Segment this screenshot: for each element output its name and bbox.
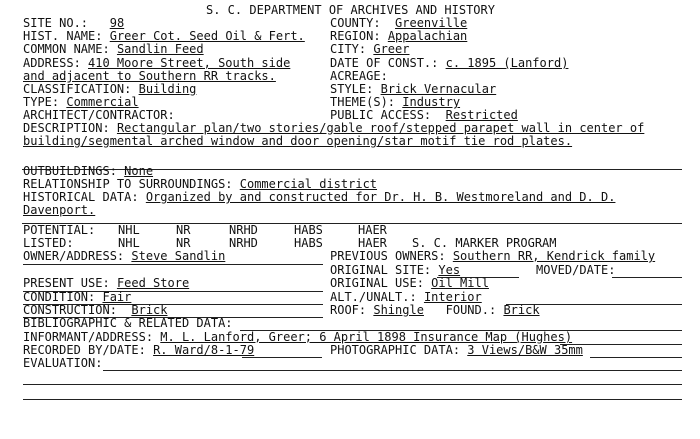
acreage-label: ACREAGE: — [330, 69, 388, 83]
photo-row — [330, 344, 583, 356]
informant-label: INFORMANT/ADDRESS: — [23, 330, 154, 344]
owner-row — [23, 250, 225, 262]
owner-value: Steve Sandlin — [131, 249, 226, 263]
photo-label: PHOTOGRAPHIC DATA: — [330, 343, 461, 357]
alt-row — [330, 291, 482, 303]
original-site-value: Yes — [438, 263, 461, 277]
form-header: S. C. DEPARTMENT OF ARCHIVES AND HISTORY — [206, 3, 495, 17]
present-use-label: PRESENT USE: — [23, 276, 110, 290]
architect-label: ARCHITECT/CONTRACTOR: — [23, 108, 175, 122]
present-use-row — [23, 277, 189, 289]
address-value-1: 410 Moore Street, South side — [88, 56, 291, 70]
address-label: ADDRESS: — [23, 56, 81, 70]
previous-owners-row — [330, 250, 655, 262]
evaluation-underline — [103, 370, 682, 371]
potential-nrhd: NRHD — [229, 223, 258, 237]
county-label: COUNTY: — [330, 16, 381, 30]
common-name-value: Sandlin Feed — [116, 42, 204, 56]
original-use-row — [330, 277, 489, 289]
potential-nhl: NHL — [118, 223, 140, 237]
theme-label: THEME(S): — [330, 95, 396, 109]
moved-label: MOVED/DATE: — [536, 263, 616, 277]
original-site-row — [330, 264, 460, 276]
recorded-underline — [242, 357, 322, 358]
listed-nr: NR — [176, 236, 191, 250]
historical-value-2: Davenport. — [23, 203, 96, 217]
photo-value: 3 Views/B&W 35mm — [467, 343, 583, 357]
listed-habs: HABS — [294, 236, 323, 250]
style-label: STYLE: — [330, 82, 374, 96]
site-no-value: 98 — [109, 16, 125, 30]
public-access-label: PUBLIC ACCESS: — [330, 108, 432, 122]
condition-label: CONDITION: — [23, 290, 96, 304]
potential-label: POTENTIAL: — [23, 223, 96, 237]
listed-label: LISTED: — [23, 236, 74, 250]
outbuildings-row — [23, 165, 153, 177]
public-access-row — [330, 109, 518, 121]
city-value: Greer — [373, 42, 410, 56]
informant-value: M. L. Lanford, Greer; 6 April 1898 Insurance Map (Hughes) — [160, 330, 573, 344]
recorded-label: RECORDED BY/DATE: — [23, 343, 146, 357]
potential-haer: HAER — [358, 223, 387, 237]
site-no-row — [23, 17, 124, 29]
original-site-label: ORIGINAL SITE: — [330, 263, 432, 277]
date-row — [330, 57, 568, 69]
found-label: FOUND.: — [445, 303, 497, 317]
hist-name-label: HIST. NAME: — [23, 29, 103, 43]
roof-row — [330, 304, 540, 316]
common-name-label: COMMON NAME: — [23, 42, 110, 56]
outbuildings-value: None — [124, 164, 154, 178]
city-row — [330, 43, 409, 55]
hist-name-row — [23, 30, 305, 42]
historical-value-1: Organized by and constructed for Dr. H. B. Westmoreland and D. D. — [145, 190, 616, 204]
type-row — [23, 96, 139, 108]
potential-nr: NR — [176, 223, 191, 237]
roof-value: Shingle — [373, 303, 424, 317]
type-label: TYPE: — [23, 95, 60, 109]
biblio-label: BIBLIOGRAPHIC & RELATED DATA: — [23, 316, 233, 330]
owner-underline — [23, 264, 323, 265]
region-label: REGION: — [330, 29, 381, 43]
style-value: Brick Vernacular — [380, 82, 497, 96]
original-use-value: Oil Mill — [431, 276, 489, 290]
construction-label: CONSTRUCTION: — [23, 303, 117, 317]
alt-label: ALT./UNALT.: — [330, 290, 417, 304]
hist-name-value: Greer Cot. Seed Oil & Fert. — [109, 29, 305, 43]
evaluation-blank-line — [23, 399, 682, 400]
recorded-row — [23, 344, 254, 356]
relationship-row — [23, 178, 377, 190]
county-value: Greenville — [395, 16, 468, 30]
address-row — [23, 57, 290, 69]
outbuildings-label: OUTBUILDINGS: — [23, 164, 117, 178]
moved-underline — [612, 277, 682, 278]
condition-row — [23, 291, 131, 303]
construction-value: Brick — [131, 303, 168, 317]
original-use-label: ORIGINAL USE: — [330, 276, 424, 290]
roof-label: ROOF: — [330, 303, 367, 317]
relationship-label: RELATIONSHIP TO SURROUNDINGS: — [23, 177, 233, 191]
potential-habs: HABS — [294, 223, 323, 237]
region-value: Appalachian — [387, 29, 468, 43]
description-value-1: Rectangular plan/two stories/gable roof/stepped parapet wall in center of — [116, 121, 645, 135]
city-label: CITY: — [330, 42, 367, 56]
description-label: DESCRIPTION: — [23, 121, 110, 135]
listed-haer: HAER — [358, 236, 387, 250]
date-label: DATE OF CONST.: — [330, 56, 439, 70]
classification-value: Building — [138, 82, 197, 96]
historical-label: HISTORICAL DATA: — [23, 190, 139, 204]
type-value: Commercial — [66, 95, 139, 109]
previous-owners-value: Southern RR, Kendrick family — [452, 249, 656, 263]
marker-program: S. C. MARKER PROGRAM — [412, 236, 557, 250]
theme-row — [330, 96, 460, 108]
listed-nhl: NHL — [118, 236, 140, 250]
present-use-value: Feed Store — [116, 276, 190, 290]
theme-value: Industry — [402, 95, 461, 109]
description-row — [23, 122, 644, 134]
county-row — [330, 17, 467, 29]
previous-owners-label: PREVIOUS OWNERS: — [330, 249, 446, 263]
alt-value: Interior — [423, 290, 482, 304]
relationship-value: Commercial district — [239, 177, 378, 191]
listed-nrhd: NRHD — [229, 236, 258, 250]
owner-label: OWNER/ADDRESS: — [23, 249, 125, 263]
address-value-2: and adjacent to Southern RR tracks. — [23, 69, 276, 83]
evaluation-blank-line — [23, 384, 682, 385]
classification-label: CLASSIFICATION: — [23, 82, 132, 96]
evaluation-label: EVALUATION: — [23, 356, 103, 370]
site-no-label: SITE NO.: — [23, 16, 89, 30]
region-row — [330, 30, 467, 42]
style-row — [330, 83, 496, 95]
informant-row — [23, 331, 572, 343]
date-value: c. 1895 (Lanford) — [445, 56, 569, 70]
construction-row — [23, 304, 168, 316]
description-value-2: building/segmental arched window and door opening/star motif tie rod plates. — [23, 134, 573, 148]
condition-value: Fair — [102, 290, 132, 304]
classification-row — [23, 83, 196, 95]
recorded-value: R. Ward/8-1-79 — [153, 343, 255, 357]
historical-row — [23, 191, 615, 203]
common-name-row — [23, 43, 204, 55]
found-value: Brick — [503, 303, 540, 317]
public-access-value: Restricted — [445, 108, 518, 122]
photo-underline — [590, 357, 682, 358]
